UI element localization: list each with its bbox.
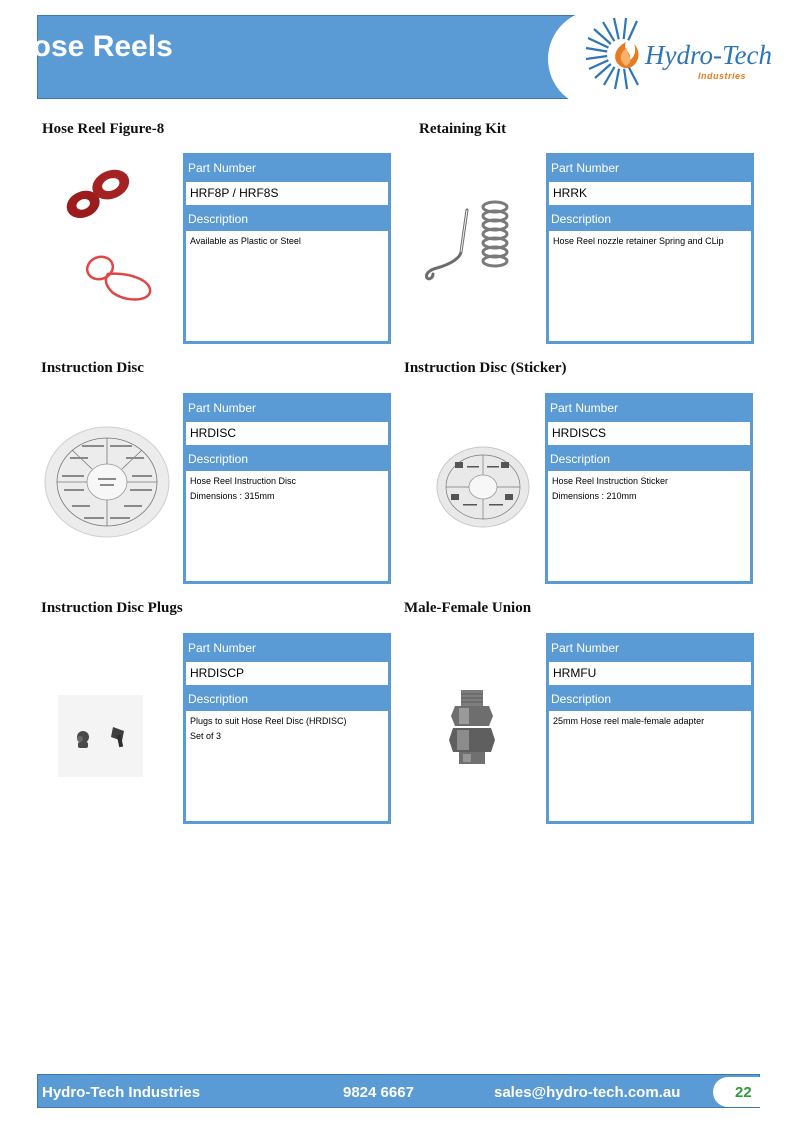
description-line: Plugs to suit Hose Reel Disc (HRDISC) bbox=[190, 716, 347, 726]
part-number-label: Part Number bbox=[551, 161, 620, 175]
description-line: Hose Reel nozzle retainer Spring and CLip bbox=[553, 236, 724, 246]
description-value bbox=[186, 471, 388, 581]
part-number-value: HRDISCP bbox=[186, 662, 388, 685]
page-number: 22 bbox=[735, 1084, 752, 1101]
description-label: Description bbox=[188, 692, 249, 706]
part-number-value: HRF8P / HRF8S bbox=[186, 182, 388, 205]
part-number-label: Part Number bbox=[551, 641, 620, 655]
description-value bbox=[548, 471, 750, 581]
logo-wordmark: Hydro-Tech bbox=[645, 40, 772, 70]
part-number-label: Part Number bbox=[188, 161, 257, 175]
product-title: Instruction Disc bbox=[41, 360, 144, 376]
description-value bbox=[186, 231, 388, 341]
description-label: Description bbox=[188, 212, 249, 226]
figure-8-image bbox=[58, 168, 163, 308]
logo-subtitle: Industries bbox=[698, 71, 747, 81]
description-line: Available as Plastic or Steel bbox=[190, 236, 301, 246]
union-fitting-image bbox=[447, 688, 497, 768]
description-line: Set of 3 bbox=[190, 731, 222, 741]
product-title: Retaining Kit bbox=[419, 121, 507, 137]
description-label: Description bbox=[551, 212, 612, 226]
description-line: Dimensions : 315mm bbox=[190, 491, 275, 501]
product-title: Instruction Disc Plugs bbox=[41, 600, 183, 616]
instruction-disc-image bbox=[42, 425, 172, 540]
page-title: Hose Reels bbox=[11, 30, 173, 63]
part-number-label: Part Number bbox=[188, 641, 257, 655]
description-label: Description bbox=[550, 452, 611, 466]
product-title: Instruction Disc (Sticker) bbox=[404, 360, 567, 376]
footer-company: Hydro-Tech Industries bbox=[42, 1084, 201, 1101]
product-card bbox=[183, 153, 391, 344]
description-value bbox=[549, 231, 751, 341]
description-value bbox=[186, 711, 388, 821]
footer-phone: 9824 6667 bbox=[343, 1084, 414, 1101]
product-title: Hose Reel Figure-8 bbox=[42, 121, 165, 137]
description-line: Hose Reel Instruction Sticker bbox=[552, 476, 669, 486]
part-number-label: Part Number bbox=[550, 401, 619, 415]
description-label: Description bbox=[188, 452, 249, 466]
disc-plugs-image bbox=[58, 695, 143, 777]
part-number-value: HRMFU bbox=[549, 662, 751, 685]
product-card bbox=[546, 633, 754, 824]
description-line: Dimensions : 210mm bbox=[552, 491, 637, 501]
part-number-value: HRDISC bbox=[186, 422, 388, 445]
footer-email: sales@hydro-tech.com.au bbox=[494, 1084, 681, 1101]
product-card bbox=[546, 153, 754, 344]
description-value bbox=[549, 711, 751, 821]
part-number-value: HRDISCS bbox=[548, 422, 750, 445]
description-line: 25mm Hose reel male-female adapter bbox=[553, 716, 705, 726]
instruction-sticker-image bbox=[433, 444, 533, 529]
product-card bbox=[545, 393, 753, 584]
product-card bbox=[183, 633, 391, 824]
part-number-label: Part Number bbox=[188, 401, 257, 415]
description-label: Description bbox=[551, 692, 612, 706]
description-line: Hose Reel Instruction Disc bbox=[190, 476, 297, 486]
part-number-value: HRRK bbox=[549, 182, 751, 205]
product-title: Male-Female Union bbox=[404, 600, 532, 616]
retaining-kit-image bbox=[415, 192, 520, 287]
product-card bbox=[183, 393, 391, 584]
